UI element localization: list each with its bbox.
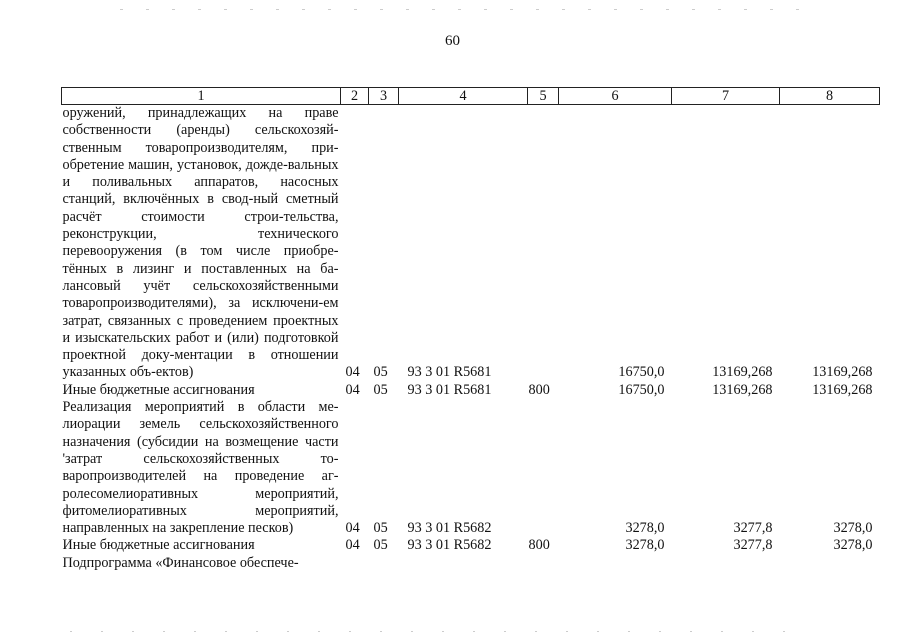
- row-subsection: 05: [373, 520, 388, 537]
- row-expense-type: [528, 399, 559, 537]
- row-section: 04: [345, 520, 360, 537]
- row-name: Подпрограмма «Финансовое обеспече-: [62, 554, 299, 571]
- row-name: Реализация мероприятий в области ме-лиорации земель сельскохозяйственного назначения (субсидии на возмещение части 'затрат сельскохозяйственных то-варопроизводителей на проведение аг-ролесомелиоративных мероприятий, фитомелиоративных мероприятий, направленных на закрепление песков): [62, 399, 339, 537]
- row-subsection: 05: [373, 381, 388, 398]
- header-col-6: 6: [559, 88, 672, 105]
- row-expense-type: [528, 105, 559, 382]
- row-col8-value: [780, 555, 880, 572]
- header-col-7: 7: [672, 88, 780, 105]
- header-col-5: 5: [528, 88, 559, 105]
- row-article: 93 3 01 R5682: [407, 537, 492, 554]
- row-col7-value: 3277,8: [733, 537, 773, 554]
- row-article: 93 3 01 R5682: [407, 520, 492, 537]
- row-section: 04: [345, 537, 360, 554]
- row-col6-value: 3278,0: [625, 520, 665, 537]
- row-article: [399, 555, 528, 572]
- header-row: [62, 88, 880, 105]
- table-row: [62, 105, 880, 382]
- row-subsection: 05: [373, 537, 388, 554]
- header-col-2: 2: [341, 88, 369, 105]
- row-section: 04: [345, 364, 360, 381]
- table-row: [62, 399, 880, 537]
- row-col7-value: 13169,268: [712, 381, 773, 398]
- row-col8-value: 13169,268: [812, 364, 873, 381]
- scan-noise-bottom: [70, 631, 810, 632]
- row-col6-value: [559, 555, 672, 572]
- header-col-8: 8: [780, 88, 880, 105]
- header-col-1: 1: [62, 88, 341, 105]
- row-expense-type: 800: [528, 381, 550, 398]
- row-article: 93 3 01 R5681: [407, 364, 492, 381]
- row-col8-value: 3278,0: [833, 520, 873, 537]
- row-name: Иные бюджетные ассигнования: [62, 537, 255, 554]
- row-section: 04: [345, 381, 360, 398]
- row-col6-value: 3278,0: [625, 537, 665, 554]
- row-article: 93 3 01 R5681: [407, 381, 492, 398]
- row-section: [341, 555, 369, 572]
- row-col7-value: 3277,8: [733, 520, 773, 537]
- row-subsection: [369, 555, 399, 572]
- header-col-4: 4: [399, 88, 528, 105]
- row-col7-value: [672, 555, 780, 572]
- budget-table: [61, 87, 880, 572]
- row-col7-value: 13169,268: [712, 364, 773, 381]
- row-col8-value: 3278,0: [833, 537, 873, 554]
- row-subsection: 05: [373, 364, 388, 381]
- row-col6-value: 16750,0: [618, 381, 665, 398]
- table-row: [62, 382, 880, 399]
- row-expense-type: 800: [528, 537, 550, 554]
- row-name: оружений, принадлежащих на праве собственности (аренды) сельскохозяй-ственным товаропроизводителям, при-обретение машин, установок, дожде-вальных и поливальных аппаратов, насосных станций, включённых в свод-ный сметный расчёт стоимости строи-тельства, реконструкции, технического перевооружения (в том числе приобре-тённых в лизинг и поставленных на ба-лансовый учёт сельскохозяйственными товаропроизводителями), за исключени-ем затрат, связанных с проведением проектных и изыскательских работ и (или) подготовкой проектной доку-ментации в отношении указанных объ-ектов): [62, 105, 339, 381]
- table-row: [62, 537, 880, 554]
- page-number: 60: [445, 33, 460, 49]
- scan-noise-top: [120, 9, 820, 10]
- row-col8-value: 13169,268: [812, 381, 873, 398]
- row-col6-value: 16750,0: [618, 364, 665, 381]
- header-col-3: 3: [369, 88, 399, 105]
- row-expense-type: [528, 555, 559, 572]
- table-row: [62, 555, 880, 572]
- row-name: Иные бюджетные ассигнования: [62, 381, 255, 398]
